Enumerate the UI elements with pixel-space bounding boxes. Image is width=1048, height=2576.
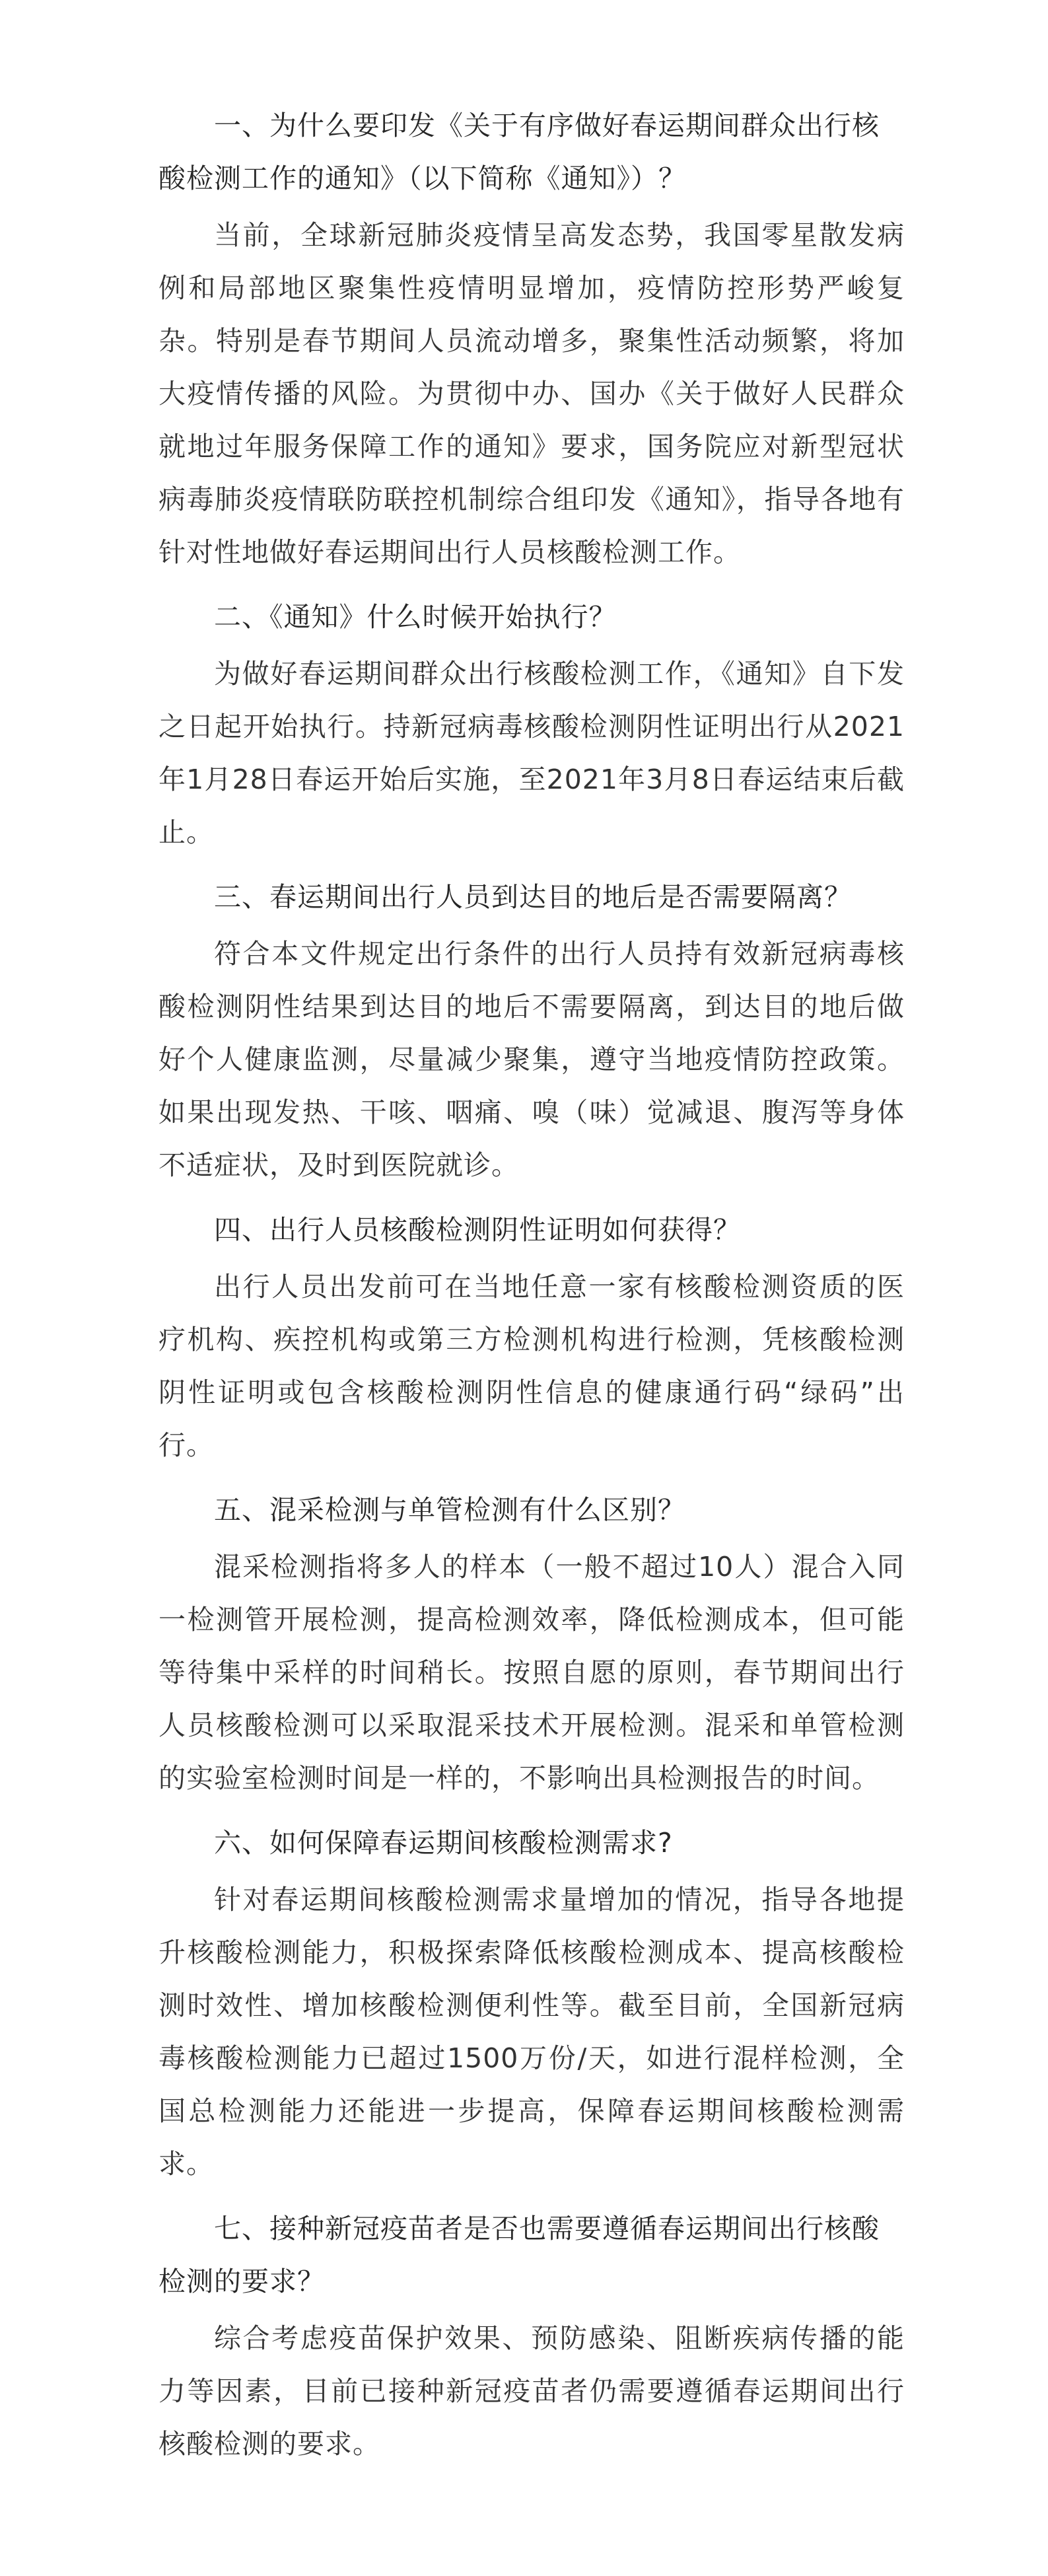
section-6-question: 六、如何保障春运期间核酸检测需求? — [214, 1827, 673, 1859]
section-7-question: 七、接种新冠疫苗者是否也需要遵循春运期间出行核酸检测的要求？ — [158, 2213, 880, 2297]
section-5-question: 五、混采检测与单管检测有什么区别？ — [214, 1494, 685, 1526]
section-1-question: 一、为什么要印发《关于有序做好春运期间群众出行核酸检测工作的通知》（以下简称《通知》）？ — [158, 110, 880, 194]
section-5-answer: 混采检测指将多人的样本（一般不超过10人）混合入同一检测管开展检测，提高检测效率，降低检测成本，但可能等待集中采样的时间稍长。按照自愿的原则，春节期间出行人员核酸检测可以采取混采技术开展检测。混采和单管检测的实验室检测时间是一样的，不影响出具检测报告的时间。 — [158, 1551, 905, 1794]
section-2-answer: 为做好春运期间群众出行核酸检测工作，《通知》自下发之日起开始执行。持新冠病毒核酸检测阴性证明出行从2021年1月28日春运开始后实施，至2021年3月8日春运结束后截止。 — [158, 658, 905, 848]
document-body — [158, 99, 905, 2470]
section-4-answer: 出行人员出发前可在当地任意一家有核酸检测资质的医疗机构、疾控机构或第三方检测机构进行检测，凭核酸检测阴性证明或包含核酸检测阴性信息的健康通行码“绿码”出行。 — [158, 1271, 905, 1461]
section-3-answer: 符合本文件规定出行条件的出行人员持有效新冠病毒核酸检测阴性结果到达目的地后不需要隔离，到达目的地后做好个人健康监测，尽量减少聚集，遵守当地疫情防控政策。如果出现发热、干咳、咽痛、嗅（味）觉减退、腹泻等身体不适症状，及时到医院就诊。 — [158, 938, 905, 1181]
section-6-answer: 针对春运期间核酸检测需求量增加的情况，指导各地提升核酸检测能力，积极探索降低核酸检测成本、提高核酸检测时效性、增加核酸检测便利性等。截至目前，全国新冠病毒核酸检测能力已超过1500万份/天，如进行混样检测，全国总检测能力还能进一步提高，保障春运期间核酸检测需求。 — [158, 1884, 905, 2180]
section-4-question: 四、出行人员核酸检测阴性证明如何获得？ — [214, 1214, 741, 1246]
section-2-question: 二、《通知》什么时候开始执行？ — [214, 601, 617, 633]
section-3-question: 三、春运期间出行人员到达目的地后是否需要隔离？ — [214, 881, 852, 913]
section-7-answer: 综合考虑疫苗保护效果、预防感染、阻断疾病传播的能力等因素，目前已接种新冠疫苗者仍需要遵循春运期间出行核酸检测的要求。 — [158, 2322, 905, 2460]
section-1-answer: 当前，全球新冠肺炎疫情呈高发态势，我国零星散发病例和局部地区聚集性疫情明显增加，疫情防控形势严峻复杂。特别是春节期间人员流动增多，聚集性活动频繁，将加大疫情传播的风险。为贯彻中办、国办《关于做好人民群众就地过年服务保障工作的通知》要求，国务院应对新型冠状病毒肺炎疫情联防联控机制综合组印发《通知》，指导各地有针对性地做好春运期间出行人员核酸检测工作。 — [158, 219, 905, 568]
